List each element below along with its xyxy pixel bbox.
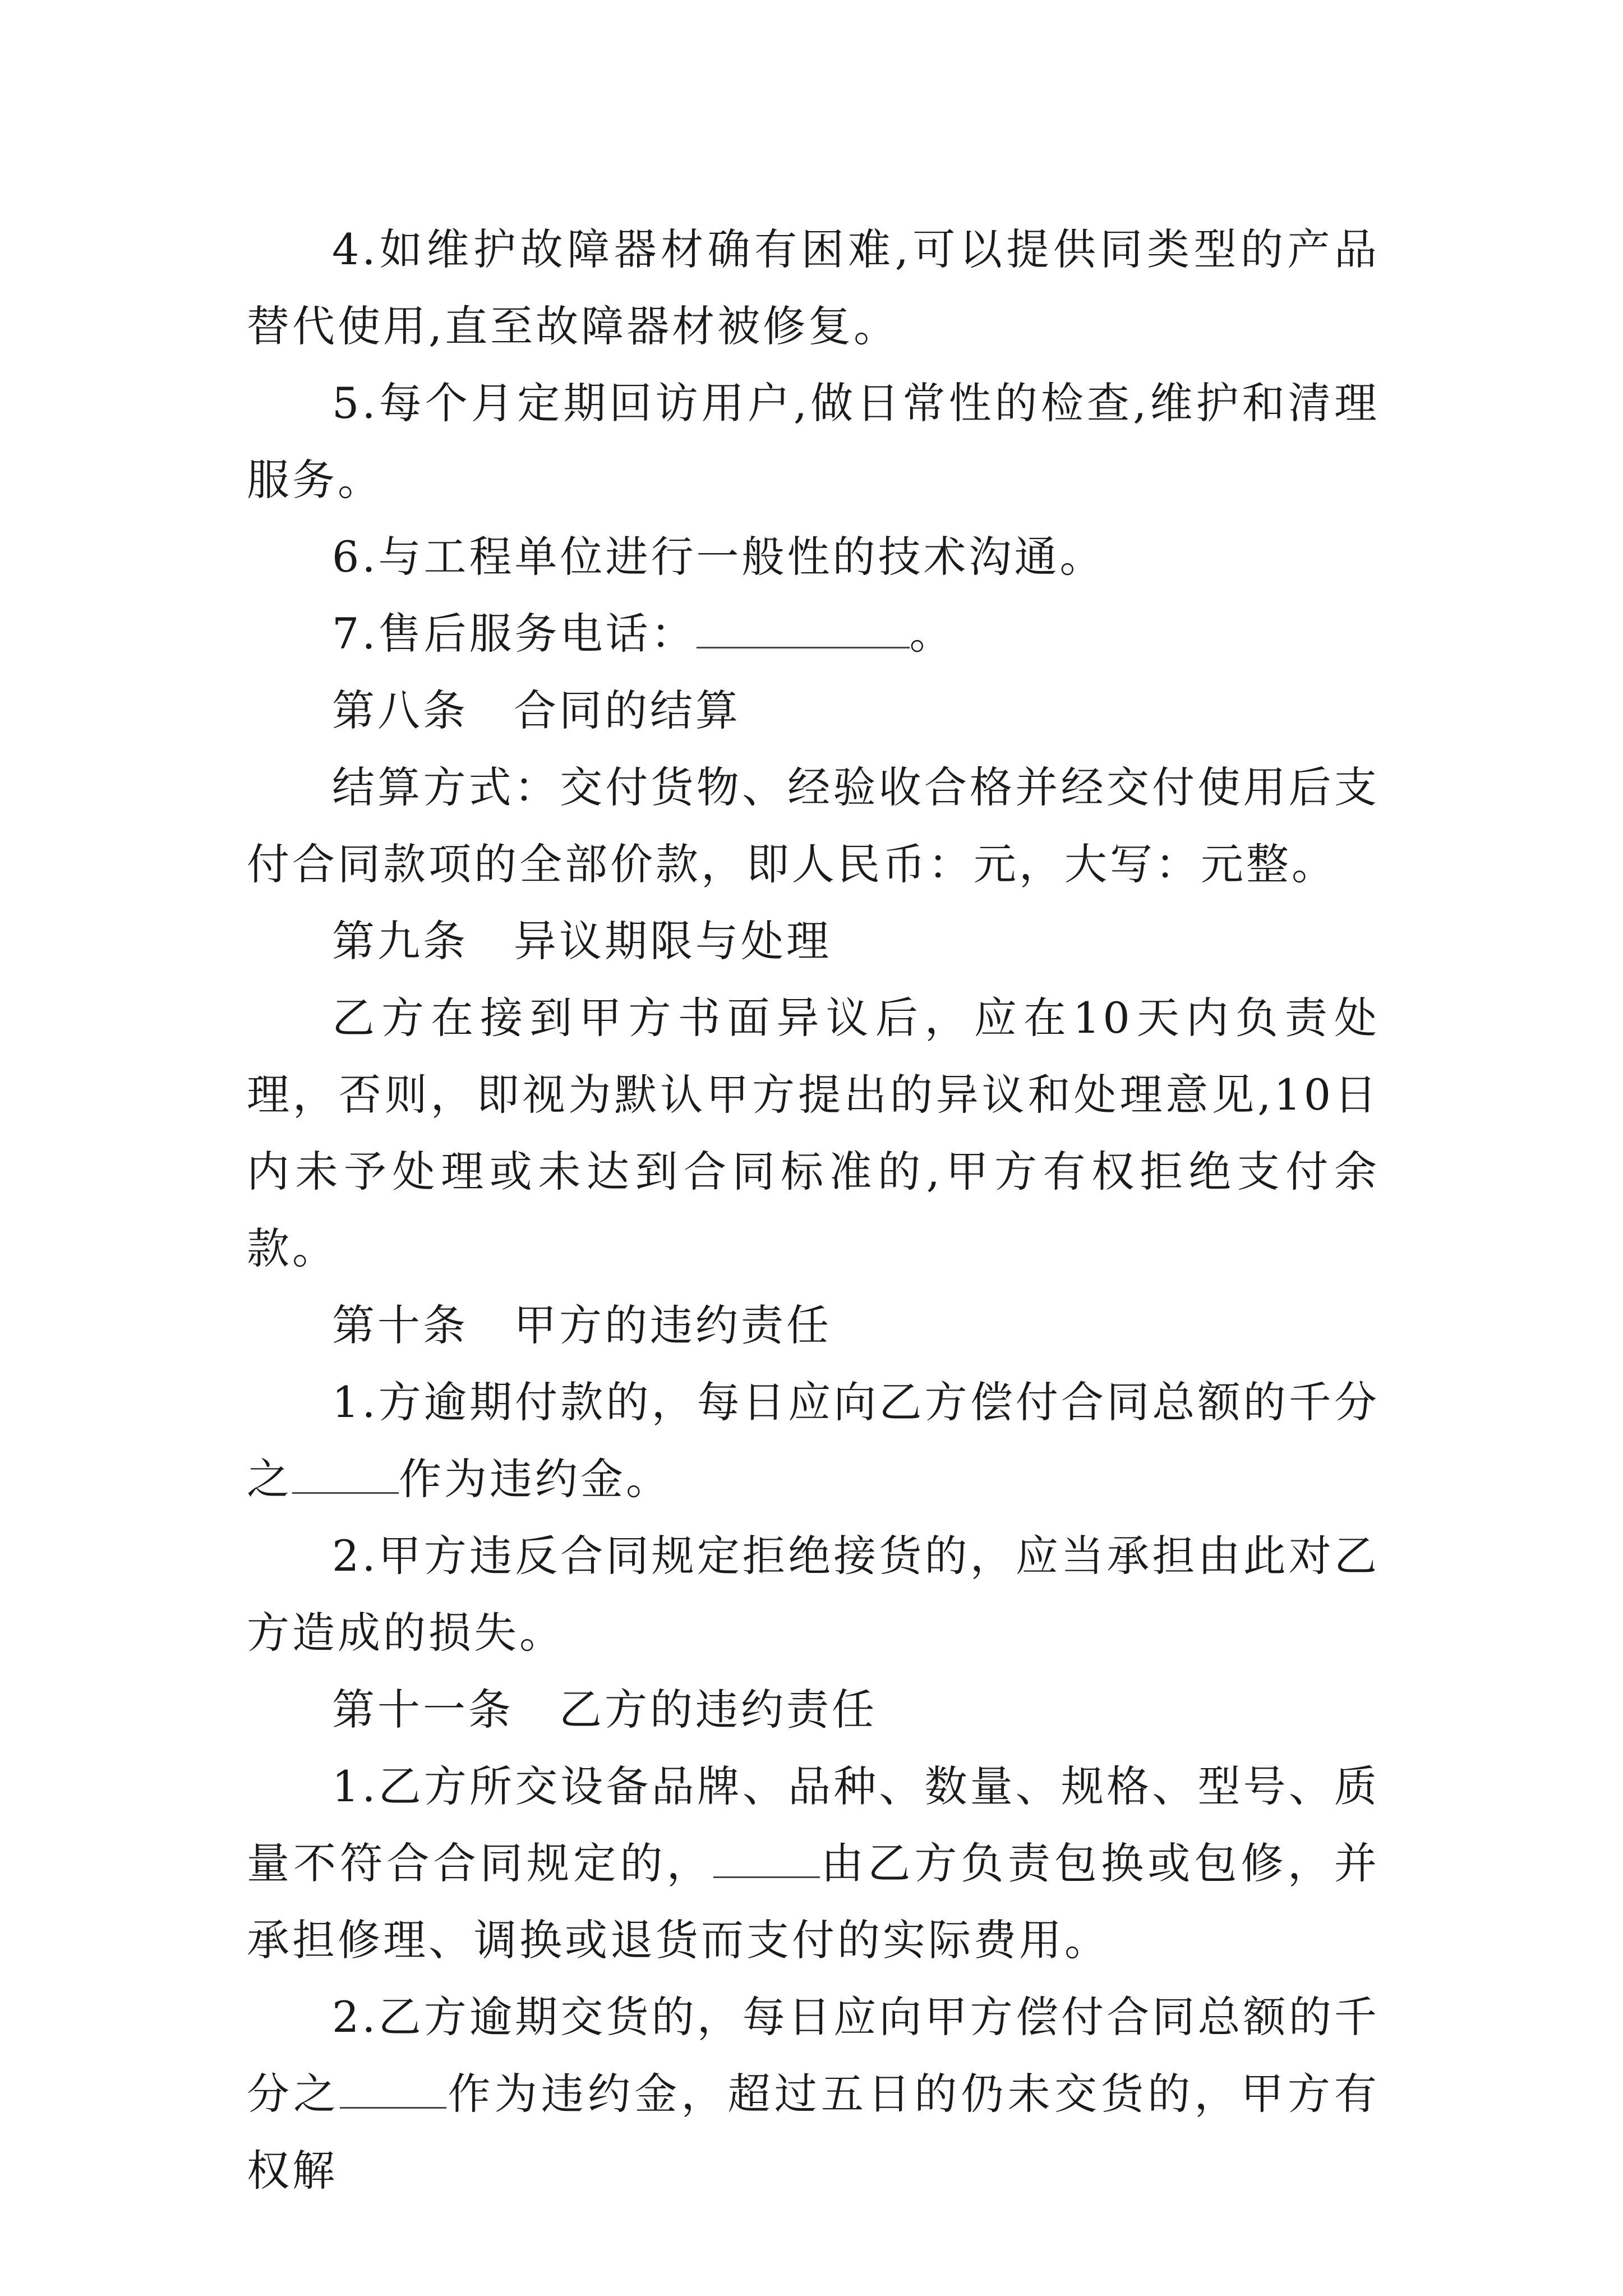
- party-a-liability-1-text: 1.方逾期付款的，每日应向乙方偿付合同总额的千分之: [247, 1377, 1380, 1504]
- clause-item-7-phone: [247, 595, 1380, 672]
- phone-label: 7.售后服务电话：: [332, 609, 697, 659]
- document-body: [247, 211, 1380, 2209]
- party-b-liability-2-end: 作为违约金，超过五日的仍未交货的，甲方有权解: [247, 2069, 1380, 2196]
- phone-end: 。: [909, 609, 955, 659]
- party-b-liability-2: [247, 1978, 1380, 2209]
- article-10-heading: 第十条 甲方的违约责任: [332, 1300, 832, 1350]
- rate-blank-a: [292, 1453, 399, 1494]
- party-b-liability-1-text: 1.乙方所交设备品牌、品种、数量、规格、型号、质量不符合合同规定的，: [247, 1761, 1380, 1888]
- party-a-liability-1-end: 作为违约金。: [399, 1454, 671, 1504]
- party-a-liability-1: [247, 1364, 1380, 1517]
- article-11-heading: 第十一条 乙方的违约责任: [332, 1685, 877, 1734]
- clause-item-6: 6.与工程单位进行一般性的技术沟通。: [332, 532, 1105, 582]
- clause-item-5: 5.每个月定期回访用户,做日常性的检查,维护和清理服务。: [247, 378, 1380, 505]
- party-b-liability-1: [247, 1748, 1380, 1978]
- article-8-heading: 第八条 合同的结算: [332, 685, 741, 735]
- rate-blank-b: [340, 2068, 446, 2109]
- clause-item-4: 4.如维护故障器材确有困难,可以提供同类型的产品替代使用,直至故障器材被修复。: [247, 224, 1380, 351]
- objection-paragraph: 乙方在接到甲方书面异议后，应在10天内负责处理，否则，即视为默认甲方提出的异议和处理意见,10日内未予处理或未达到合同标准的,甲方有权拒绝支付余款。: [247, 993, 1380, 1273]
- article-9-heading: 第九条 异议期限与处理: [332, 916, 832, 966]
- party-b-liability-1-end: 由乙方负责包换或包修，并承担修理、调换或退货而支付的实际费用。: [247, 1838, 1380, 1965]
- settlement-paragraph: 结算方式：交付货物、经验收合格并经交付使用后支付合同款项的全部价款，即人民币：元，大写：元整。: [247, 762, 1380, 889]
- phone-blank: [697, 608, 910, 648]
- party-a-liability-2: 2.甲方违反合同规定拒绝接货的，应当承担由此对乙方造成的损失。: [247, 1531, 1380, 1658]
- party-b-liability-2-text: 2.乙方逾期交货的，每日应向甲方偿付合同总额的千分之: [247, 1992, 1380, 2119]
- condition-blank-b: [713, 1837, 820, 1878]
